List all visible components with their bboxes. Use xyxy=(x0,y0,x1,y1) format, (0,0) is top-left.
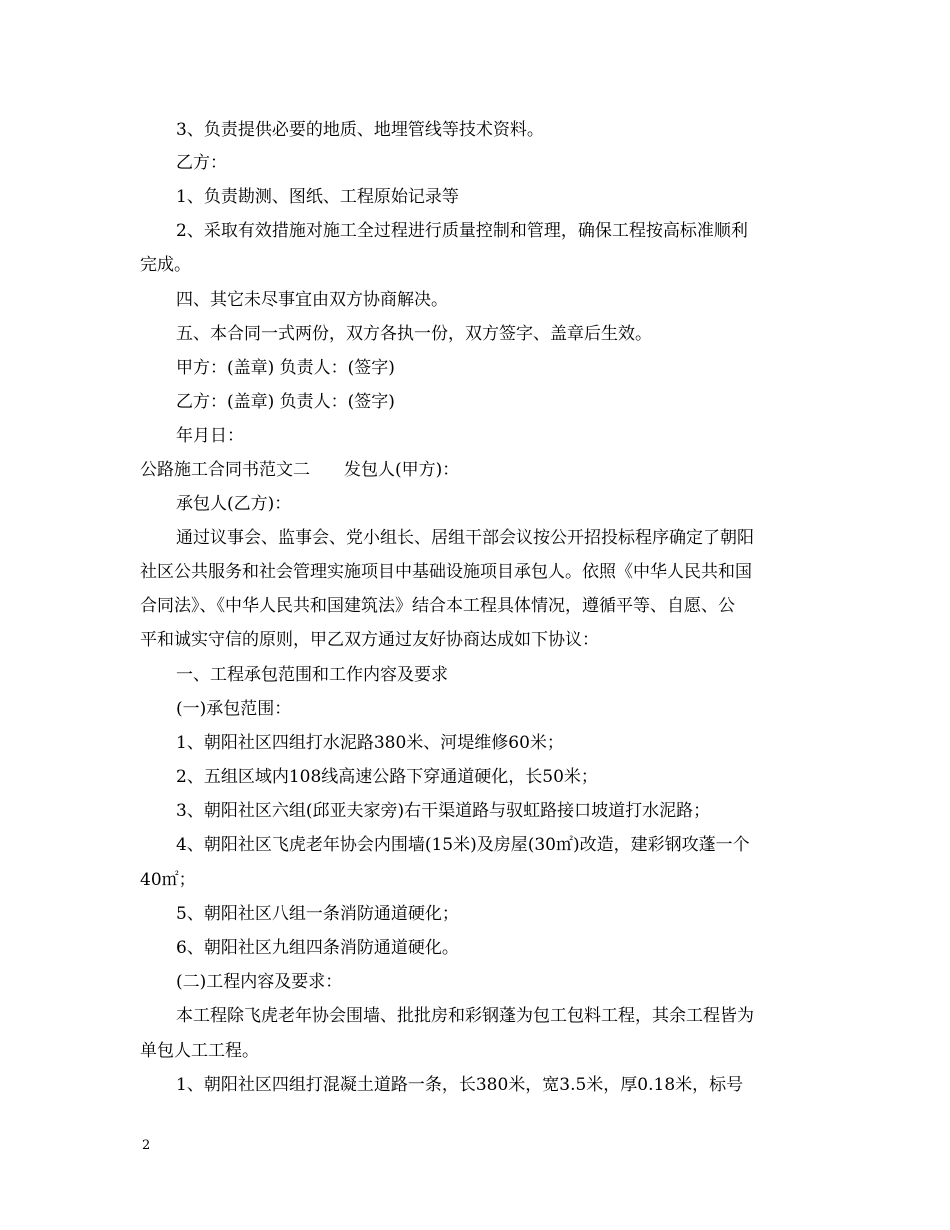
text-line: 甲方：(盖章) 负责人：(签字) xyxy=(176,358,395,378)
text-line: 40㎡； xyxy=(140,870,196,890)
text-line: 五、本合同一式两份，双方各执一份，双方签字、盖章后生效。 xyxy=(176,324,652,344)
text-line: (二)工程内容及要求： xyxy=(176,972,343,992)
text-line: 年月日： xyxy=(176,426,244,446)
text-line: 6、朝阳社区九组四条消防通道硬化。 xyxy=(176,938,459,958)
text-line: 公路施工合同书范文二 发包人(甲方)： xyxy=(140,460,460,480)
text-line: 承包人(乙方)： xyxy=(176,494,292,514)
text-line: 一、工程承包范围和工作内容及要求 xyxy=(176,665,448,685)
text-line: 平和诚实守信的原则，甲乙双方通过友好协商达成如下协议： xyxy=(140,630,599,650)
text-line: 3、负责提供必要的地质、地埋管线等技术资料。 xyxy=(176,120,544,140)
text-line: 乙方： xyxy=(176,153,227,173)
text-line: 本工程除飞虎老年协会围墙、批批房和彩钢蓬为包工包料工程，其余工程皆为 xyxy=(176,1006,754,1026)
text-line: 1、负责勘测、图纸、工程原始记录等 xyxy=(176,187,459,207)
page-number: 2 xyxy=(142,1138,151,1153)
text-line: 单包人工工程。 xyxy=(140,1041,259,1061)
text-line: 合同法》、《中华人民共和国建筑法》结合本工程具体情况，遵循平等、自愿、公 xyxy=(140,596,735,616)
text-line: 四、其它未尽事宜由双方协商解决。 xyxy=(176,290,448,310)
text-line: 乙方：(盖章) 负责人：(签字) xyxy=(176,392,395,412)
text-line: 3、朝阳社区六组(邱亚夫家旁)右干渠道路与驭虹路接口坡道打水泥路； xyxy=(176,801,711,821)
text-line: 5、朝阳社区八组一条消防通道硬化； xyxy=(176,904,459,924)
text-line: 4、朝阳社区飞虎老年协会内围墙(15米)及房屋(30㎡)改造，建彩钢攻蓬一个 xyxy=(176,835,750,855)
text-line: 1、朝阳社区四组打混凝土道路一条，长380米，宽3.5米，厚0.18米，标号 xyxy=(176,1075,744,1095)
text-line: 1、朝阳社区四组打水泥路380米、河堤维修60米； xyxy=(176,733,564,753)
text-line: 完成。 xyxy=(140,255,191,275)
text-line: 社区公共服务和社会管理实施项目中基础设施项目承包人。依照《中华人民共和国 xyxy=(140,562,752,582)
text-line: (一)承包范围： xyxy=(176,699,292,719)
text-line: 通过议事会、监事会、党小组长、居组干部会议按公开招投标程序确定了朝阳 xyxy=(176,528,754,548)
text-line: 2、五组区域内108线高速公路下穿通道硬化，长50米； xyxy=(176,767,598,787)
text-line: 2、采取有效措施对施工全过程进行质量控制和管理，确保工程按高标准顺利 xyxy=(176,221,748,241)
